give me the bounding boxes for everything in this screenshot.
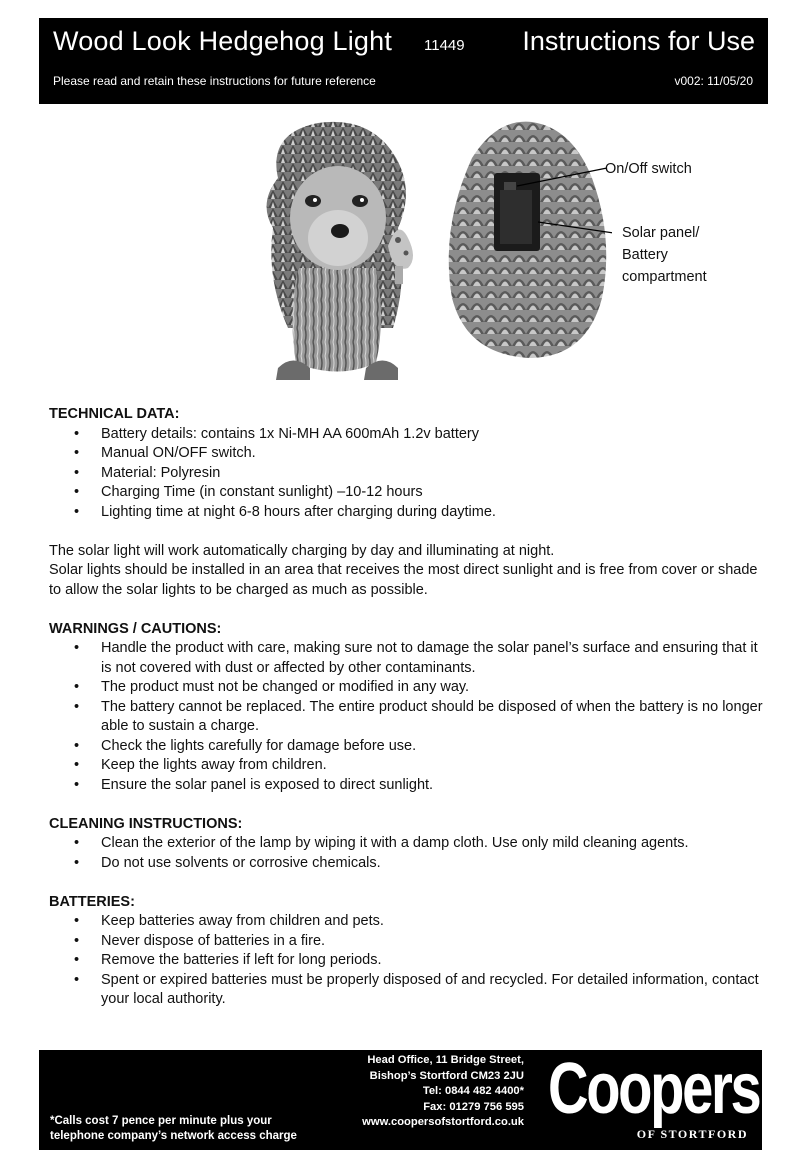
hedgehog-front-image	[248, 118, 428, 390]
version-date: v002: 11/05/20	[674, 74, 753, 88]
panel-callout-line2: Battery	[622, 247, 668, 263]
cleaning-heading: CLEANING INSTRUCTIONS:	[49, 815, 243, 832]
cleaning-list	[49, 834, 764, 873]
product-code: 11449	[424, 37, 465, 54]
warnings-heading: WARNINGS / CAUTIONS:	[49, 620, 222, 637]
intro-line-2: Solar lights should be installed in an area that receives the most direct sunlight and is free from cover or shade to allow the solar lights to be charged as much as possible.	[49, 562, 758, 598]
instructions-body	[49, 405, 764, 1010]
company-address	[339, 1053, 524, 1131]
logo-wordmark: Coopers	[548, 1049, 760, 1129]
coopers-logo	[544, 1049, 760, 1146]
fax: Fax: 01279 756 595	[423, 1100, 524, 1113]
list-item: • Clean the exterior of the lamp by wiping it with a damp cloth. Use only mild cleaning agents.	[49, 834, 764, 854]
list-item: • Ensure the solar panel is exposed to direct sunlight.	[49, 776, 764, 796]
telephone: Tel: 0844 482 4400*	[422, 1085, 524, 1097]
list-item: • Keep the lights away from children.	[49, 756, 764, 776]
batteries-heading: BATTERIES:	[49, 893, 135, 910]
list-item: • Do not use solvents or corrosive chemicals.	[49, 854, 764, 874]
list-item: • Battery details: contains 1x Ni-MH AA 600mAh 1.2v battery	[49, 425, 764, 445]
list-item: • Manual ON/OFF switch.	[49, 444, 764, 464]
list-item: • Charging Time (in constant sunlight) –10-12 hours	[49, 483, 764, 503]
batteries-list	[49, 912, 764, 1010]
hedgehog-back-image	[442, 118, 612, 363]
warnings-list	[49, 639, 764, 795]
retain-notice: Please read and retain these instructions for future reference	[53, 74, 376, 88]
list-item: • Handle the product with care, making sure not to damage the solar panel’s surface and ensuring that it is not covered with dust or affected by other contaminants.	[49, 639, 764, 678]
list-item: • Lighting time at night 6-8 hours after charging during daytime.	[49, 503, 764, 523]
list-item: • Never dispose of batteries in a fire.	[49, 932, 764, 952]
call-cost-note	[50, 1114, 297, 1144]
panel-callout	[622, 222, 707, 288]
header-bar	[39, 18, 768, 104]
technical-data-heading: TECHNICAL DATA:	[49, 406, 180, 422]
panel-callout-line3: compartment	[622, 269, 707, 285]
technical-data-list	[49, 425, 764, 523]
logo-town: OF STORTFORD	[636, 1127, 748, 1141]
call-cost-line1: *Calls cost 7 pence per minute plus your	[50, 1115, 272, 1127]
panel-callout-line1: Solar panel/	[622, 225, 700, 241]
document-type: Instructions for Use	[522, 26, 755, 56]
intro-line-1: The solar light will work automatically charging by day and illuminating at night.	[49, 542, 555, 559]
website: www.coopersofstortford.co.uk	[362, 1116, 524, 1128]
list-item: • The product must not be changed or modified in any way.	[49, 678, 764, 698]
list-item: • Keep batteries away from children and pets.	[49, 912, 764, 932]
list-item: • Material: Polyresin	[49, 464, 764, 484]
call-cost-line2: telephone company’s network access charge	[50, 1130, 297, 1142]
address-line2: Bishop’s Stortford CM23 2JU	[369, 1069, 524, 1082]
switch-callout: On/Off switch	[605, 161, 692, 177]
list-item: • Remove the batteries if left for long periods.	[49, 951, 764, 971]
product-title: Wood Look Hedgehog Light	[53, 26, 393, 56]
list-item: • Check the lights carefully for damage before use.	[49, 737, 764, 757]
list-item: • The battery cannot be replaced. The entire product should be disposed of when the battery is no longer able to sustain a charge.	[49, 698, 764, 737]
list-item: • Spent or expired batteries must be properly disposed of and recycled. For detailed information, contact your local authority.	[49, 971, 764, 1010]
address-line1: Head Office, 11 Bridge Street,	[367, 1054, 524, 1066]
footer-bar	[39, 1050, 762, 1150]
